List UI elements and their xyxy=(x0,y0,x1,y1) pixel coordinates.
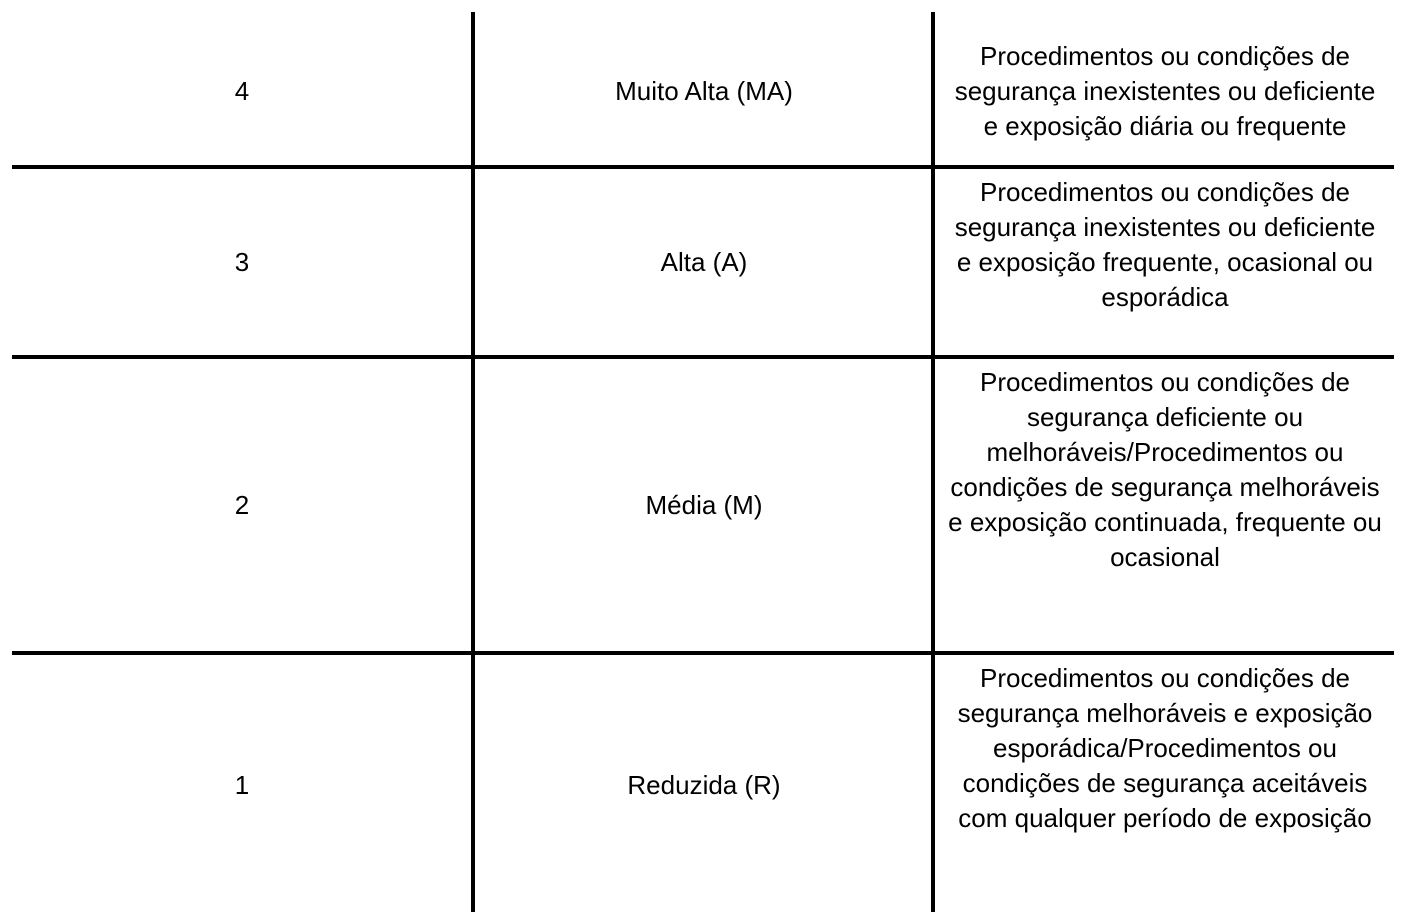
description-text: Procedimentos ou condições de segurança inexistentes ou deficiente e exposição diária ou frequente xyxy=(954,41,1376,141)
description-cell xyxy=(936,658,1394,912)
level-cell xyxy=(12,658,472,912)
category-label: Média (M) xyxy=(645,490,763,520)
table-row xyxy=(12,658,1394,912)
description-text: Procedimentos ou condições de segurança inexistentes ou deficiente e exposição frequente, ocasional ou esporádica xyxy=(954,177,1376,312)
row-divider-3 xyxy=(12,651,1394,655)
table-row xyxy=(12,172,1394,353)
row-divider-1 xyxy=(12,165,1394,169)
table-row xyxy=(12,362,1394,649)
level-value: 4 xyxy=(234,76,250,106)
level-cell xyxy=(12,362,472,649)
level-value: 3 xyxy=(234,247,250,277)
level-value: 2 xyxy=(234,490,250,520)
description-cell xyxy=(936,172,1394,353)
category-cell xyxy=(476,172,932,353)
description-cell xyxy=(936,20,1394,163)
table-row xyxy=(12,20,1394,163)
category-label: Alta (A) xyxy=(660,247,748,277)
description-cell xyxy=(936,362,1394,649)
category-cell xyxy=(476,362,932,649)
category-label: Reduzida (R) xyxy=(627,769,781,800)
description-text: Procedimentos ou condições de segurança deficiente ou melhoráveis/Procedimentos ou condições de segurança melhoráveis e exposição continuada, frequente ou ocasional xyxy=(948,367,1382,572)
level-cell xyxy=(12,172,472,353)
category-cell xyxy=(476,658,932,912)
level-value: 1 xyxy=(234,769,250,800)
category-label: Muito Alta (MA) xyxy=(615,76,793,106)
description-text: Procedimentos ou condições de segurança melhoráveis e exposição esporádica/Procedimentos ou condições de segurança aceitáveis com qualquer período de exposição xyxy=(957,663,1373,833)
level-cell xyxy=(12,20,472,163)
row-divider-2 xyxy=(12,355,1394,359)
category-cell xyxy=(476,20,932,163)
